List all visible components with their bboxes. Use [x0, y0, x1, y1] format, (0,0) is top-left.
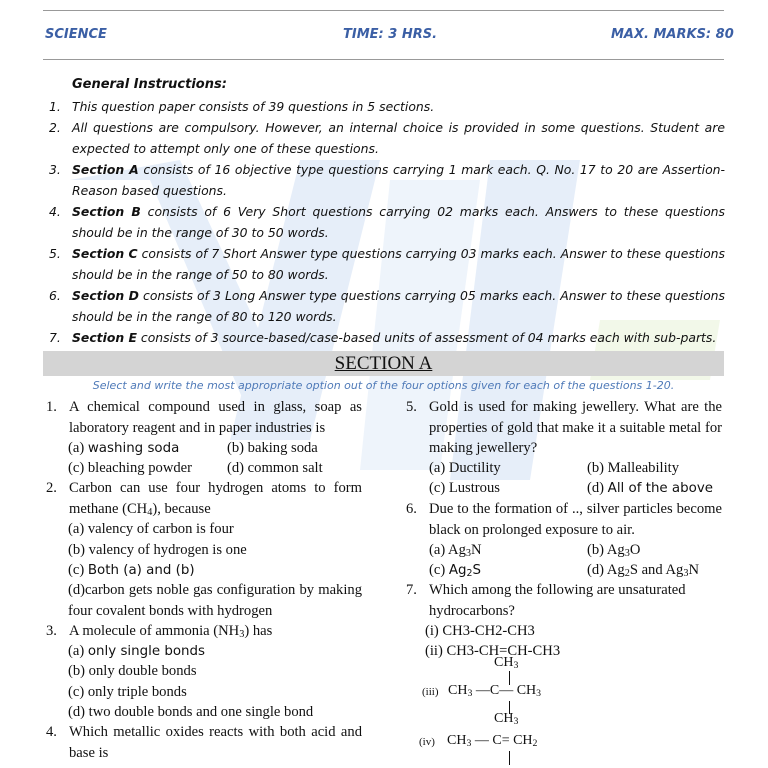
q7-iv-main-chain: $CH_3$ — $C= CH_2$: [447, 733, 538, 749]
top-rule: [43, 10, 724, 11]
instruction-item: 5. Section C consists of 7 Short Answer type questions carrying 03 marks each. Answer to these questions should be in the range of 50 to 80 words.: [49, 246, 725, 282]
q3-option-b: (b) only double bonds: [68, 663, 197, 679]
q3-option-d: (d) two double bonds and one single bond: [68, 704, 314, 720]
q7-option-i: (i) CH3-CH2-CH3: [425, 623, 535, 639]
question-4: 4. Which metallic oxides reacts with both acid and base is: [46, 724, 362, 761]
instruction-item: 1. This question paper consists of 39 questions in 5 sections.: [49, 99, 435, 114]
q6-option-b: (b) $Ag_3O$: [587, 542, 641, 559]
subject-label: SCIENCE: [45, 27, 107, 42]
q5-option-c: (c) Lustrous: [429, 480, 500, 496]
q5-option-d: (d) All of the above: [587, 480, 713, 496]
instruction-item: 4. Section B consists of 6 Very Short questions carrying 02 marks each. Answers to these questions should be in the range of 30 to 50 words.: [49, 204, 725, 240]
instruction-item: 3. Section A consists of 16 objective type questions carrying 1 mark each. Q. No. 17 to 20 are Assertion-Reason based questions.: [49, 162, 725, 198]
q5-option-b: (b) Malleability: [587, 460, 679, 476]
q1-option-a: (a) washing soda: [68, 440, 180, 456]
header-rule: [43, 59, 724, 60]
q7-iv-bond-bottom: [509, 751, 510, 765]
section-note: Select and write the most appropriate option out of the four options given for each of the questions 1-20.: [92, 379, 675, 392]
q1-option-b: (b) baking soda: [227, 440, 318, 456]
q2-option-a: (a) valency of carbon is four: [68, 521, 234, 537]
q2-option-c: (c) Both (a) and (b): [68, 562, 195, 578]
q7-option-ii: (ii) CH3-CH=CH-CH3: [425, 643, 561, 659]
q2-option-b: (b) valency of hydrogen is one: [68, 542, 247, 558]
q3-option-a: (a) only single bonds: [68, 643, 205, 659]
instructions-title: General Instructions:: [72, 77, 227, 92]
q7-iii-main-chain: $CH_3$ —C— $CH_3$: [448, 683, 542, 699]
question-3: 3. A molecule of ammonia $(NH_3)$ has: [46, 623, 273, 640]
time-label: TIME: 3 HRS.: [343, 27, 438, 42]
q6-option-a: (a) $Ag_3N$: [429, 542, 482, 559]
q6-option-d: (d) $Ag_2S$ and $Ag_3N$: [587, 562, 699, 579]
q1-option-c: (c) bleaching powder: [68, 460, 192, 476]
instruction-item: 2. All questions are compulsory. However, an internal choice is provided in some questions. Student are expected to attempt only one of these questions.: [49, 120, 725, 156]
question-6: 6. Due to the formation of .., silver particles become black on prolonged exposure to air.: [406, 501, 722, 538]
question-1: 1. A chemical compound used in glass, soap as laboratory reagent and in paper industries is: [46, 399, 362, 436]
q3-option-c: (c) only triple bonds: [68, 684, 187, 700]
question-2: 2. Carbon can use four hydrogen atoms to form methane $(CH_4)$, because: [46, 480, 362, 518]
q6-option-c: (c) $Ag_2S$: [429, 562, 481, 579]
q5-option-a: (a) Ductility: [429, 460, 501, 476]
section-title: SECTION A: [334, 353, 433, 374]
q2-option-d: (d)carbon gets noble gas configuration by making four covalent bonds with hydrogen: [68, 582, 362, 619]
q7-iii-top-ch3: $CH_3$: [494, 655, 519, 671]
instruction-item: 6. Section D consists of 3 Long Answer type questions carrying 05 marks each. Answer to these questions should be in the range of 80 to 120 words.: [49, 288, 725, 324]
instruction-item: 7. Section E consists of 3 source-based/case-based units of assessment of 04 marks each with sub-parts.: [49, 330, 717, 345]
marks-label: MAX. MARKS: 80: [611, 27, 734, 42]
q1-option-d: (d) common salt: [227, 460, 323, 476]
question-5: 5. Gold is used for making jewellery. What are the properties of gold that make it a suitable metal for making jewellery?: [406, 399, 722, 456]
q7-iii-bottom-ch3: $CH_3$: [494, 711, 519, 727]
q7-iv-label: (iv): [419, 736, 435, 748]
question-7: 7. Which among the following are unsaturated hydrocarbons?: [406, 582, 686, 619]
q7-iii-label: (iii): [422, 686, 439, 698]
